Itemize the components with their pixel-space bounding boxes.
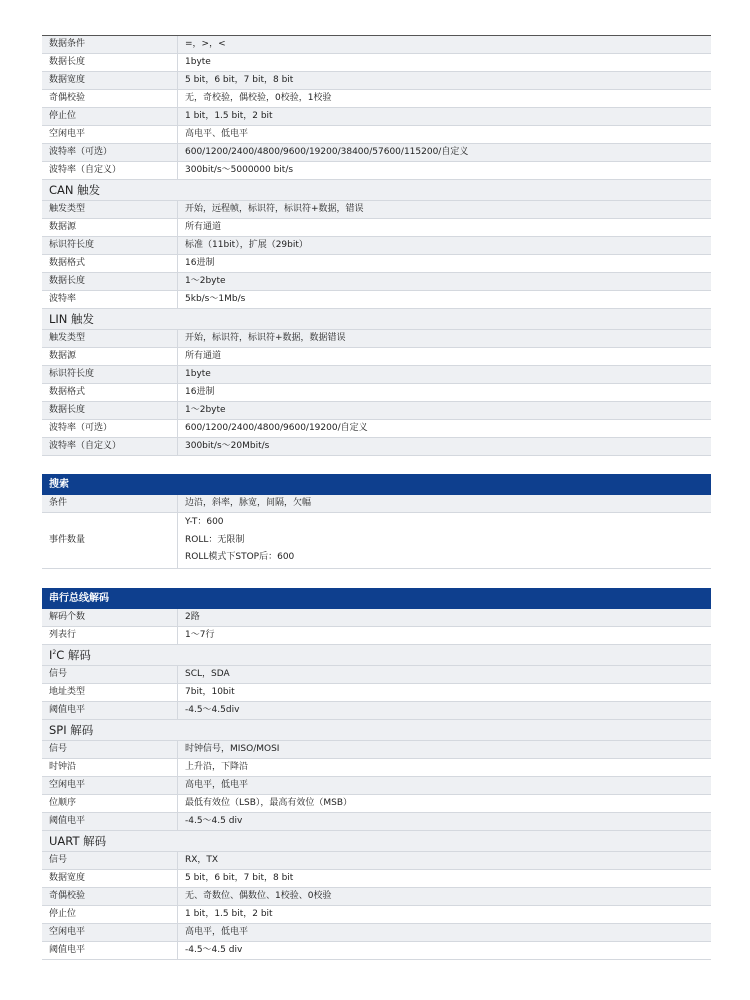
row-value: 5kb/s～1Mb/s bbox=[178, 291, 712, 309]
table-row bbox=[42, 72, 711, 90]
table-row bbox=[42, 906, 711, 924]
table-row bbox=[42, 126, 711, 144]
row-key: 数据格式 bbox=[42, 384, 178, 402]
row-key: 数据格式 bbox=[42, 255, 178, 273]
table-row bbox=[42, 237, 711, 255]
table-row bbox=[42, 144, 711, 162]
table-row bbox=[42, 420, 711, 438]
row-value: 16进制 bbox=[178, 255, 712, 273]
table-row bbox=[42, 741, 711, 759]
row-value: RX，TX bbox=[178, 852, 712, 870]
row-key: 数据源 bbox=[42, 348, 178, 366]
event-count-line: ROLL模式下STOP后：600 bbox=[185, 552, 295, 562]
table-row bbox=[42, 201, 711, 219]
row-value: 7bit，10bit bbox=[178, 684, 712, 702]
row-key: 波特率（可选） bbox=[42, 144, 178, 162]
row-value: =，>，< bbox=[178, 36, 712, 54]
row-value: 标准（11bit），扩展（29bit） bbox=[178, 237, 712, 255]
row-value: 1 bit，1.5 bit，2 bit bbox=[178, 906, 712, 924]
table-row bbox=[42, 684, 711, 702]
row-key: 条件 bbox=[42, 495, 178, 513]
row-key: 波特率（可选） bbox=[42, 420, 178, 438]
i2c-decode-title bbox=[42, 645, 711, 666]
table-row bbox=[42, 495, 711, 513]
row-key: 波特率（自定义） bbox=[42, 162, 178, 180]
row-value: 开始，标识符，标识符+数据，数据错误 bbox=[178, 330, 712, 348]
row-value: 1～2byte bbox=[178, 273, 712, 291]
row-key: 阈值电平 bbox=[42, 702, 178, 720]
table-row bbox=[42, 924, 711, 942]
table-row bbox=[42, 348, 711, 366]
table-row bbox=[42, 54, 711, 72]
table-row bbox=[42, 108, 711, 126]
row-value: -4.5～4.5 div bbox=[178, 813, 712, 831]
table-row bbox=[42, 402, 711, 420]
serial-decode-header: 串行总线解码 bbox=[42, 588, 711, 609]
table-row bbox=[42, 36, 711, 54]
row-key: 位顺序 bbox=[42, 795, 178, 813]
row-key: 触发类型 bbox=[42, 330, 178, 348]
uart-decode-title: UART 解码 bbox=[42, 831, 711, 852]
row-value: 上升沿，下降沿 bbox=[178, 759, 712, 777]
lin-trigger-title: LIN 触发 bbox=[42, 309, 711, 330]
table-row bbox=[42, 90, 711, 108]
row-key: 地址类型 bbox=[42, 684, 178, 702]
table-row bbox=[42, 219, 711, 237]
row-value: 1byte bbox=[178, 366, 712, 384]
table-row bbox=[42, 666, 711, 684]
table-row bbox=[42, 366, 711, 384]
table-row bbox=[42, 702, 711, 720]
spi-decode-title: SPI 解码 bbox=[42, 720, 711, 741]
row-key: 信号 bbox=[42, 741, 178, 759]
event-count-line: Y-T：600 bbox=[185, 517, 224, 527]
row-value: 5 bit，6 bit，7 bit，8 bit bbox=[178, 72, 712, 90]
uart-trigger-rows bbox=[42, 36, 711, 180]
row-value: 高电平、低电平 bbox=[178, 126, 712, 144]
lin-trigger-rows bbox=[42, 330, 711, 456]
table-row bbox=[42, 255, 711, 273]
search-spec-table bbox=[42, 474, 711, 569]
row-key: 空闲电平 bbox=[42, 777, 178, 795]
search-header: 搜索 bbox=[42, 474, 711, 495]
i2c-decode-rows bbox=[42, 666, 711, 720]
spi-decode-rows bbox=[42, 741, 711, 831]
row-value: 高电平，低电平 bbox=[178, 924, 712, 942]
row-key: 数据条件 bbox=[42, 36, 178, 54]
row-key: 数据源 bbox=[42, 219, 178, 237]
event-count-line: ROLL：无限制 bbox=[185, 534, 245, 545]
row-key: 阈值电平 bbox=[42, 942, 178, 960]
row-key: 标识符长度 bbox=[42, 366, 178, 384]
row-value: 高电平，低电平 bbox=[178, 777, 712, 795]
row-key: 标识符长度 bbox=[42, 237, 178, 255]
row-key: 奇偶校验 bbox=[42, 90, 178, 108]
row-value: 所有通道 bbox=[178, 219, 712, 237]
row-value: 300bit/s～20Mbit/s bbox=[178, 438, 712, 456]
row-value: 边沿，斜率，脉宽，间隔，欠幅 bbox=[178, 495, 712, 513]
row-value: 1 bit，1.5 bit，2 bit bbox=[178, 108, 712, 126]
lin-trigger-title-row bbox=[42, 309, 711, 330]
row-key: 时钟沿 bbox=[42, 759, 178, 777]
serial-decode-spec-table bbox=[42, 588, 711, 960]
row-key: 数据长度 bbox=[42, 402, 178, 420]
row-key: 波特率（自定义） bbox=[42, 438, 178, 456]
can-trigger-title-row bbox=[42, 180, 711, 201]
i2c-title-suffix: C 解码 bbox=[56, 648, 91, 662]
table-row bbox=[42, 291, 711, 309]
row-key: 信号 bbox=[42, 666, 178, 684]
row-key: 空闲电平 bbox=[42, 924, 178, 942]
table-row bbox=[42, 627, 711, 645]
table-row bbox=[42, 777, 711, 795]
row-key: 数据长度 bbox=[42, 273, 178, 291]
table-row bbox=[42, 513, 711, 569]
row-value: 5 bit，6 bit，7 bit，8 bit bbox=[178, 870, 712, 888]
row-value: 开始，远程帧，标识符，标识符+数据，错误 bbox=[178, 201, 712, 219]
uart-decode-title-row bbox=[42, 831, 711, 852]
can-trigger-title: CAN 触发 bbox=[42, 180, 711, 201]
table-row bbox=[42, 162, 711, 180]
table-row bbox=[42, 759, 711, 777]
row-key: 阈值电平 bbox=[42, 813, 178, 831]
row-value: 300bit/s～5000000 bit/s bbox=[178, 162, 712, 180]
row-key: 列表行 bbox=[42, 627, 178, 645]
table-row bbox=[42, 795, 711, 813]
table-row bbox=[42, 852, 711, 870]
row-value: -4.5～4.5div bbox=[178, 702, 712, 720]
row-key: 波特率 bbox=[42, 291, 178, 309]
row-key: 数据宽度 bbox=[42, 870, 178, 888]
row-value bbox=[178, 513, 712, 569]
row-key: 停止位 bbox=[42, 108, 178, 126]
row-key: 触发类型 bbox=[42, 201, 178, 219]
row-value: -4.5～4.5 div bbox=[178, 942, 712, 960]
table-row bbox=[42, 870, 711, 888]
decode-general-rows bbox=[42, 609, 711, 645]
row-key: 空闲电平 bbox=[42, 126, 178, 144]
row-key: 解码个数 bbox=[42, 609, 178, 627]
row-value: 2路 bbox=[178, 609, 712, 627]
spi-decode-title-row bbox=[42, 720, 711, 741]
i2c-decode-title-row bbox=[42, 645, 711, 666]
i2c-title-prefix: I bbox=[49, 648, 53, 662]
can-trigger-rows bbox=[42, 201, 711, 309]
i2c-title-sup: 2 bbox=[52, 649, 57, 657]
row-value: 所有通道 bbox=[178, 348, 712, 366]
row-key: 数据长度 bbox=[42, 54, 178, 72]
row-value: 1～2byte bbox=[178, 402, 712, 420]
table-row bbox=[42, 273, 711, 291]
row-value: 600/1200/2400/4800/9600/19200/38400/57600/115200/自定义 bbox=[178, 144, 712, 162]
row-key: 事件数量 bbox=[42, 513, 178, 569]
row-value: 1byte bbox=[178, 54, 712, 72]
uart-decode-rows bbox=[42, 852, 711, 960]
row-key: 停止位 bbox=[42, 906, 178, 924]
table-row bbox=[42, 813, 711, 831]
row-key: 奇偶校验 bbox=[42, 888, 178, 906]
row-key: 数据宽度 bbox=[42, 72, 178, 90]
row-value: SCL，SDA bbox=[178, 666, 712, 684]
row-value: 最低有效位（LSB），最高有效位（MSB） bbox=[178, 795, 712, 813]
table-row bbox=[42, 942, 711, 960]
row-value: 无，奇校验，偶校验，0校验，1校验 bbox=[178, 90, 712, 108]
row-key: 信号 bbox=[42, 852, 178, 870]
table-row bbox=[42, 609, 711, 627]
row-value: 600/1200/2400/4800/9600/19200/自定义 bbox=[178, 420, 712, 438]
table-row bbox=[42, 330, 711, 348]
row-value: 时钟信号，MISO/MOSI bbox=[178, 741, 712, 759]
table-row bbox=[42, 888, 711, 906]
table-row bbox=[42, 384, 711, 402]
trigger-spec-table bbox=[42, 36, 711, 456]
row-value: 16进制 bbox=[178, 384, 712, 402]
table-row bbox=[42, 438, 711, 456]
row-value: 无、奇数位、偶数位、1校验、0校验 bbox=[178, 888, 712, 906]
row-value: 1～7行 bbox=[178, 627, 712, 645]
